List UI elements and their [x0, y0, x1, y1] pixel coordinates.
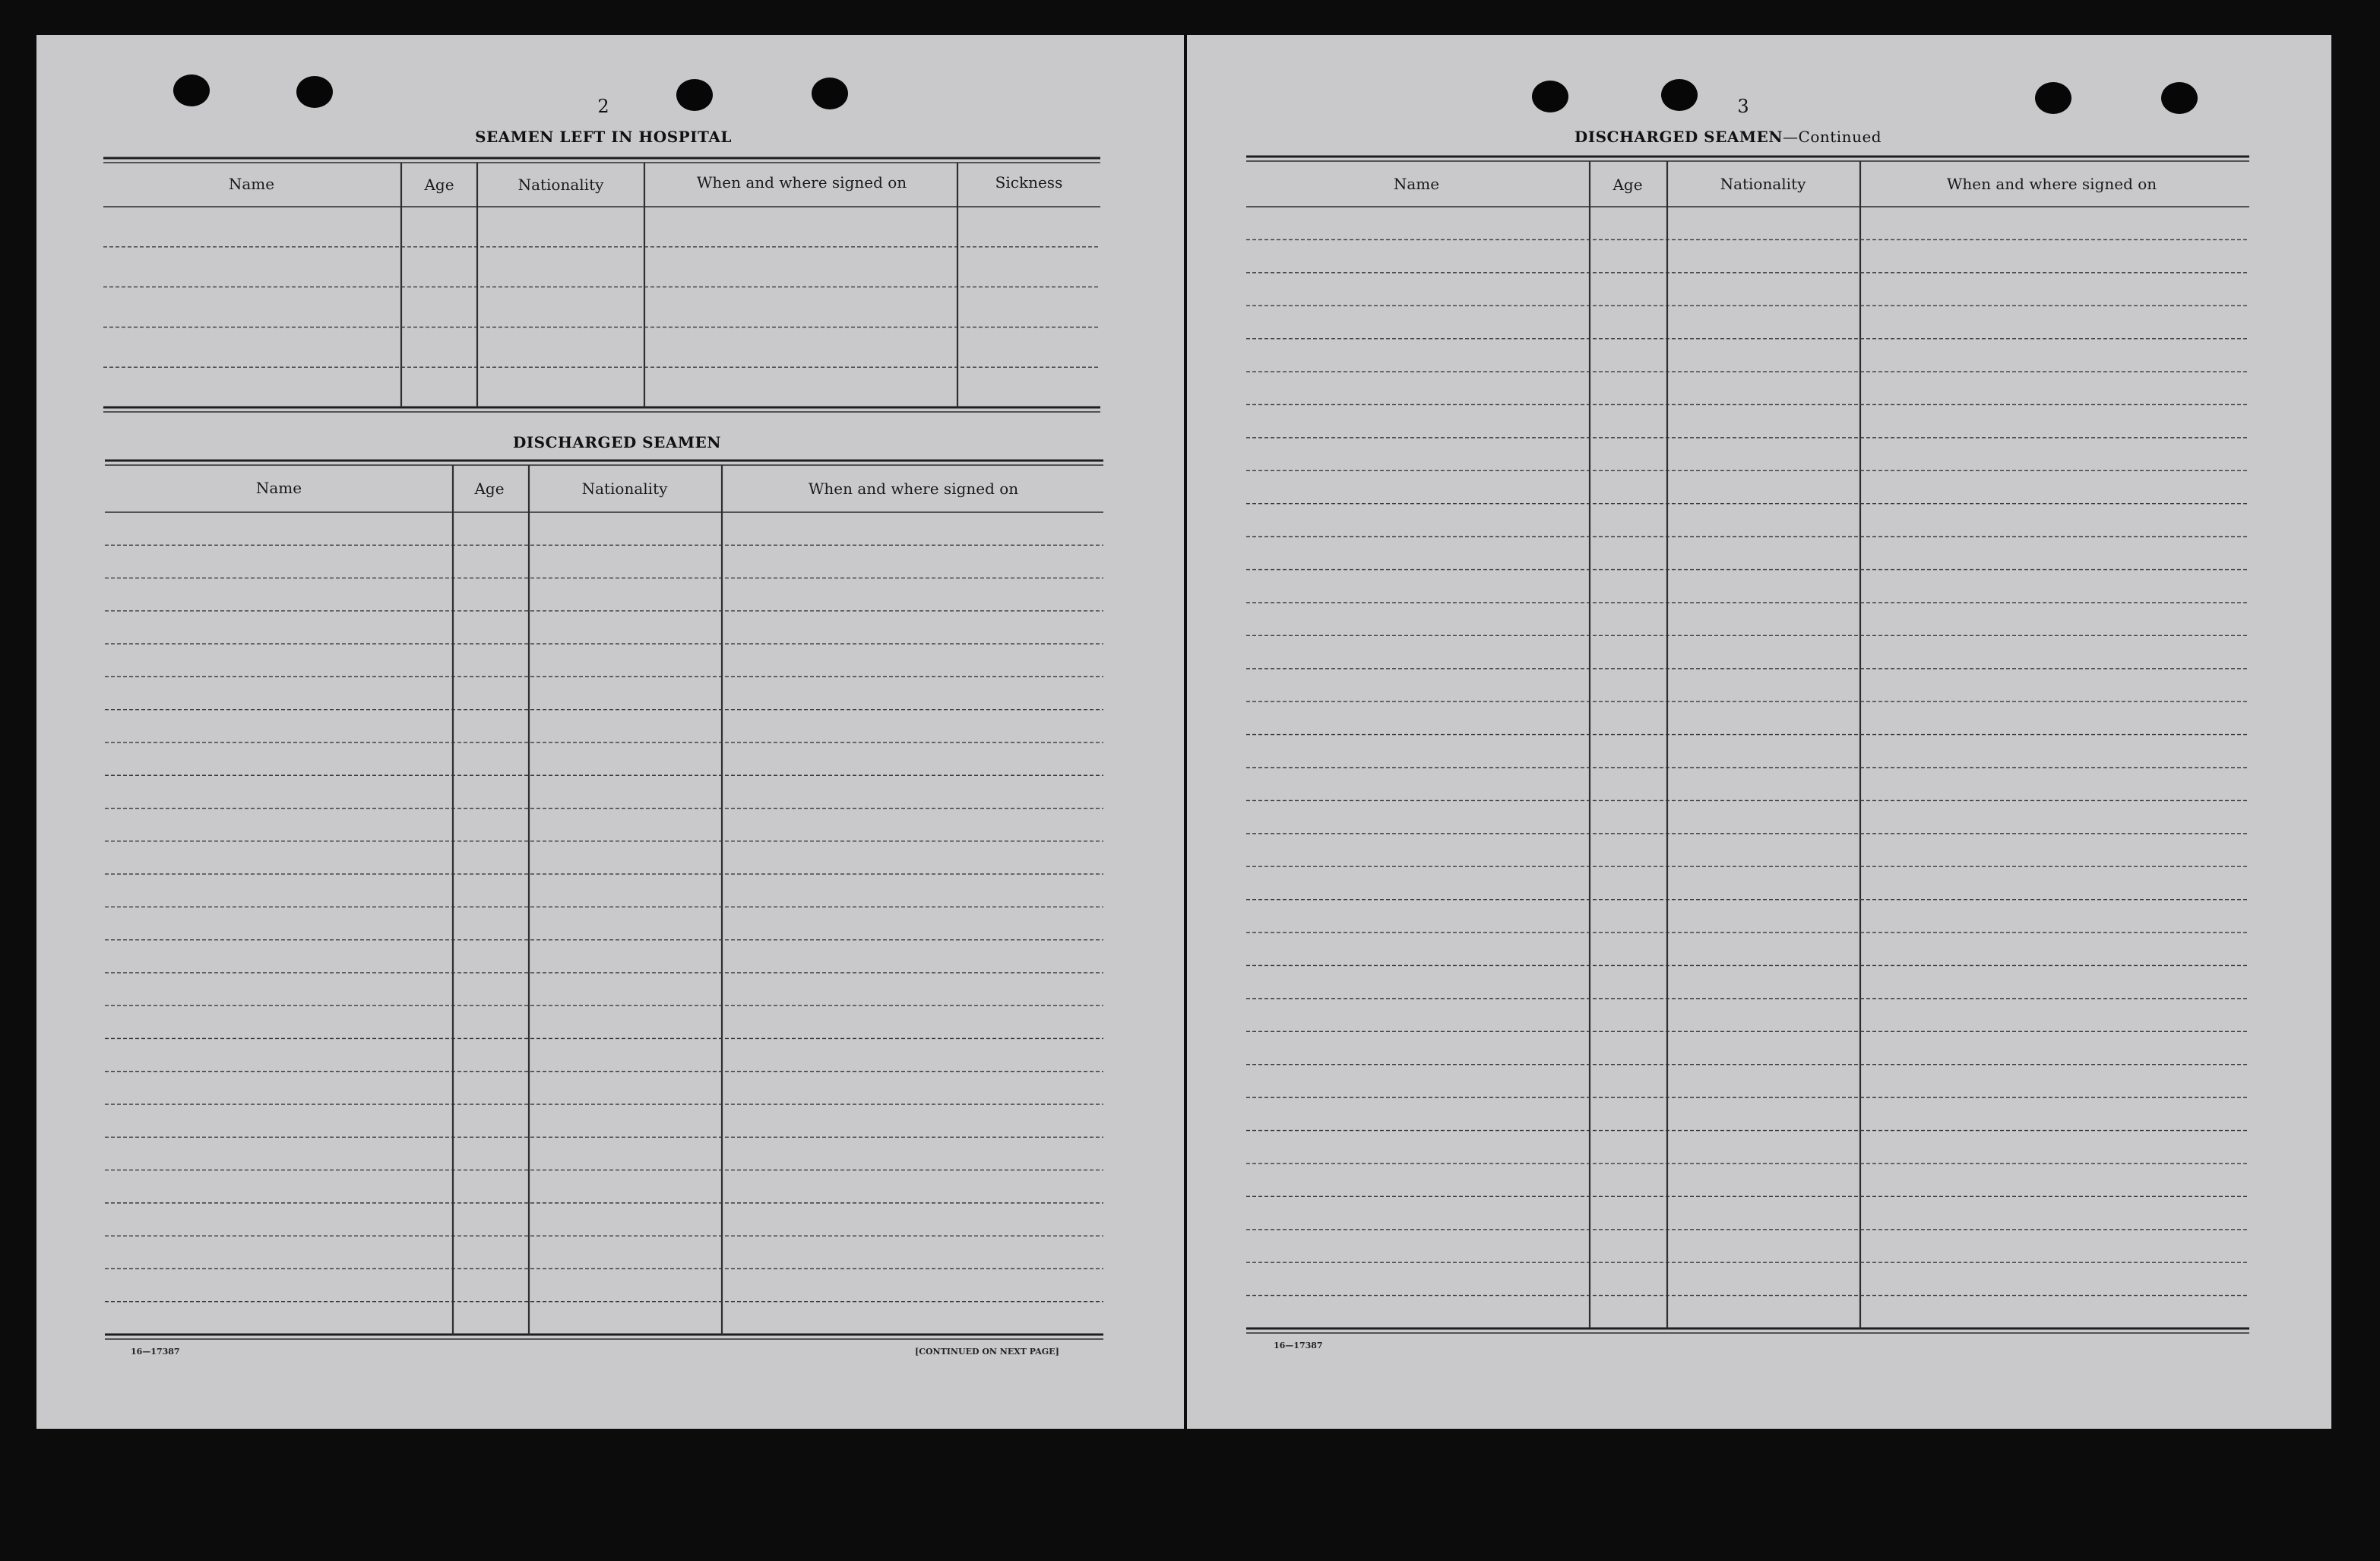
punch-hole	[676, 79, 713, 111]
continued-col-signed-on: When and where signed on	[1946, 175, 2157, 193]
discharged-section-title: DISCHARGED SEAMEN	[512, 433, 722, 451]
hospital-col-sickness: Sickness	[995, 173, 1063, 192]
discharged-col-name: Name	[255, 479, 302, 497]
continued-col-name: Name	[1393, 175, 1440, 193]
form-number: 16—17387	[1274, 1341, 1323, 1350]
page-number: 3	[1737, 96, 1749, 117]
hospital-col-nationality: Nationality	[517, 176, 604, 194]
discharged-col-age: Age	[474, 480, 505, 498]
punch-hole	[1661, 79, 1698, 111]
discharged-col-signed-on: When and where signed on	[808, 480, 1019, 498]
hospital-col-age: Age	[424, 176, 454, 194]
hospital-section-title: SEAMEN LEFT IN HOSPITAL	[475, 128, 732, 146]
page-number: 2	[597, 96, 609, 117]
hospital-col-name: Name	[228, 175, 275, 193]
punch-hole	[296, 76, 333, 108]
punch-hole	[1532, 81, 1568, 112]
form-number: 16—17387	[131, 1347, 180, 1357]
continued-col-age: Age	[1613, 176, 1643, 194]
discharged-col-nationality: Nationality	[581, 480, 668, 498]
right-page	[1187, 35, 2331, 1429]
punch-hole	[2035, 82, 2071, 114]
left-page	[36, 35, 1184, 1429]
punch-hole	[812, 78, 848, 109]
hospital-col-signed-on: When and where signed on	[696, 173, 907, 192]
continued-col-nationality: Nationality	[1720, 175, 1806, 193]
punch-hole	[173, 74, 210, 106]
continued-note: [CONTINUED ON NEXT PAGE]	[915, 1347, 1059, 1357]
discharged-continued-title: DISCHARGED SEAMEN—Continued	[1574, 128, 1882, 146]
punch-hole	[2161, 82, 2198, 114]
